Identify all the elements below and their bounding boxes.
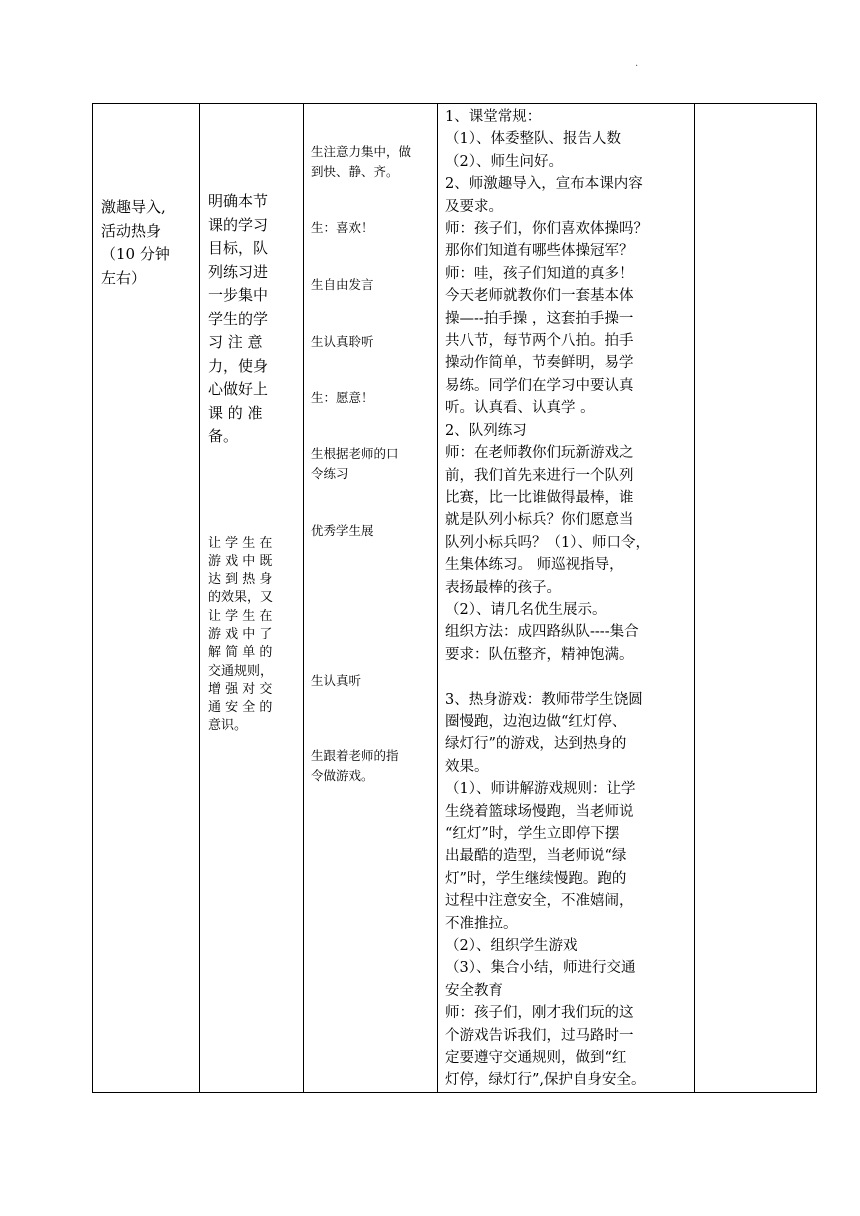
goal-line: 通 安 全 的 bbox=[208, 700, 273, 716]
stage-cell bbox=[93, 104, 200, 1093]
goal-line: 一步集中 bbox=[208, 286, 269, 304]
teacher-line: 灯停，绿灯行”,保护自身安全。 bbox=[445, 1072, 646, 1089]
teacher-line: 师：在老师教你们玩新游戏之 bbox=[445, 445, 634, 462]
student-activity-line: 生：愿意！ bbox=[311, 390, 374, 405]
student-activity-line: 生：喜欢！ bbox=[311, 220, 374, 235]
teacher-line: 师：孩子们，你们喜欢体操吗？ bbox=[445, 221, 648, 238]
teacher-line: 定要遵守交通规则，做到“红 bbox=[445, 1050, 627, 1067]
teacher-line: 听。认真看、认真学 。 bbox=[445, 400, 595, 417]
student-activity-line: 生根据老师的口 bbox=[311, 446, 399, 461]
teacher-line: 比赛，比一比谁做得最棒，谁 bbox=[445, 489, 634, 506]
teacher-line: 师：哇，孩子们知道的真多！ bbox=[445, 265, 634, 282]
student-activity bbox=[311, 275, 374, 295]
teacher-line: 那你们知道有哪些体操冠军？ bbox=[445, 243, 634, 260]
goal-line: 力，使身 bbox=[208, 356, 269, 375]
teacher-line: 过程中注意安全，不准嬉闹， bbox=[445, 893, 634, 910]
teacher-line: 表扬最棒的孩子。 bbox=[445, 579, 561, 596]
student-activity bbox=[311, 444, 399, 484]
goal-line: 心做好上 bbox=[208, 380, 269, 398]
teacher-line: 效果。 bbox=[445, 758, 489, 775]
student-activity-line: 令做游戏。 bbox=[311, 768, 374, 783]
teacher-line: 易练。同学们在学习中要认真 bbox=[445, 377, 634, 394]
goal-line: 的效果，又 bbox=[208, 590, 274, 606]
teacher-line: 1、课堂常规： bbox=[445, 109, 542, 125]
student-activity-line: 令练习 bbox=[311, 466, 349, 481]
teacher-line: （1）、师讲解游戏规则：让学 bbox=[445, 781, 636, 798]
student-activity-line: 优秀学生展 bbox=[311, 523, 374, 538]
student-activity-line: 生跟着老师的指 bbox=[311, 748, 399, 763]
teacher-line: （1）、体委整队、报告人数 bbox=[445, 131, 621, 148]
goal-line: 课的学习 bbox=[208, 215, 269, 234]
teacher-line: 操—--拍手操 ，这套拍手操一 bbox=[445, 310, 634, 327]
student-activity-cell bbox=[304, 104, 438, 1093]
goal-line: 意识。 bbox=[208, 718, 248, 734]
goal-line: 让 学 生 在 bbox=[208, 535, 273, 551]
stage-line: 左右） bbox=[101, 268, 147, 287]
goal-line: 学生的学 bbox=[208, 309, 269, 328]
notes-cell bbox=[695, 104, 817, 1093]
student-activity bbox=[311, 388, 374, 408]
teacher-line: 共八节，每节两个八拍。拍手 bbox=[445, 333, 634, 350]
teacher-line: 生集体练习。 师巡视指导， bbox=[445, 557, 624, 574]
student-activity-line: 生注意力集中，做 bbox=[311, 144, 412, 159]
stage-line: 活动热身 bbox=[101, 221, 162, 240]
teacher-line: （3）、集合小结，师进行交通 bbox=[445, 960, 636, 977]
teacher-line: 生绕着篮球场慢跑，当老师说 bbox=[445, 803, 634, 820]
teacher-line: （2）、师生问好。 bbox=[445, 153, 563, 170]
goal-line: 交通规则， bbox=[208, 663, 274, 679]
goal-line: 增 强 对 交 bbox=[208, 681, 273, 697]
teacher-line: 灯”时，学生继续慢跑。跑的 bbox=[445, 870, 627, 887]
teacher-line: 绿灯行”的游戏，达到热身的 bbox=[445, 736, 627, 753]
teacher-line: 圈慢跑，边泡边做“红灯停、 bbox=[445, 713, 627, 730]
teacher-line: 安全教育 bbox=[445, 982, 503, 999]
teacher-line: 2、师激趣导入，宣布本课内容 bbox=[445, 176, 643, 193]
goal-line: 解 简 单 的 bbox=[208, 645, 273, 661]
blank-line bbox=[445, 666, 694, 688]
teacher-line: 出最酷的造型，当老师说“绿 bbox=[445, 848, 627, 865]
teacher-line: 操动作简单，节奏鲜明，易学 bbox=[445, 355, 634, 372]
goal-line: 习 注 意 bbox=[208, 333, 263, 351]
student-activity-line: 到快、静、齐。 bbox=[311, 164, 399, 179]
student-activity-line: 生认真听 bbox=[311, 673, 362, 688]
goal-line: 课 的 准 bbox=[208, 403, 263, 422]
table-row bbox=[93, 104, 817, 1093]
teacher-line: 队列小标兵吗？（1）、师口令， bbox=[445, 534, 650, 551]
goal-line: 游 戏 中 了 bbox=[208, 626, 273, 642]
teacher-line: “红灯”时，学生立即停下摆 bbox=[445, 825, 620, 842]
teacher-line: 组织方法：成四路纵队----集合 bbox=[445, 624, 639, 641]
teacher-activity-cell bbox=[438, 104, 695, 1093]
student-activity bbox=[311, 142, 411, 182]
lesson-plan-table bbox=[92, 103, 817, 1093]
stage-line: （10 分钟 bbox=[101, 245, 170, 263]
goal-line: 列练习进 bbox=[208, 262, 269, 281]
goal-line: 备。 bbox=[208, 427, 239, 445]
teacher-line: 及要求。 bbox=[445, 198, 503, 215]
teacher-line: 不准推拉。 bbox=[445, 915, 518, 932]
student-activity bbox=[311, 521, 374, 541]
goal-line: 让 学 生 在 bbox=[208, 608, 273, 624]
teacher-line: （2）、请几名优生展示。 bbox=[445, 601, 607, 618]
teacher-line: 个游戏告诉我们，过马路时一 bbox=[445, 1027, 634, 1044]
goal-line: 目标，队 bbox=[208, 239, 269, 257]
teacher-line: （2）、组织学生游戏 bbox=[445, 938, 578, 955]
stage-line: 激趣导入, bbox=[101, 198, 166, 216]
student-activity bbox=[311, 746, 399, 786]
student-activity-line: 生认真聆听 bbox=[311, 334, 374, 349]
student-activity-line: 生自由发言 bbox=[311, 277, 374, 292]
teacher-line: 就是队列小标兵？你们愿意当 bbox=[445, 512, 634, 529]
goal-line: 游 戏 中 既 bbox=[208, 553, 273, 569]
student-activity bbox=[311, 671, 361, 691]
goal-line: 明确本节 bbox=[208, 192, 269, 210]
student-activity bbox=[311, 332, 374, 352]
header-mark: . bbox=[635, 58, 639, 69]
goal-cell bbox=[200, 104, 304, 1093]
teacher-line: 2、队列练习 bbox=[445, 422, 527, 439]
teacher-line: 师：孩子们，刚才我们玩的这 bbox=[445, 1005, 634, 1022]
goal-line: 达 到 热 身 bbox=[208, 572, 273, 588]
teacher-line: 要求：队伍整齐，精神饱满。 bbox=[445, 646, 634, 663]
teacher-line: 前，我们首先来进行一个队列 bbox=[445, 467, 634, 484]
student-activity bbox=[311, 218, 374, 238]
teacher-line: 今天老师就教你们一套基本体 bbox=[445, 288, 634, 305]
teacher-line: 3、热身游戏：教师带学生饶圆 bbox=[445, 691, 643, 708]
